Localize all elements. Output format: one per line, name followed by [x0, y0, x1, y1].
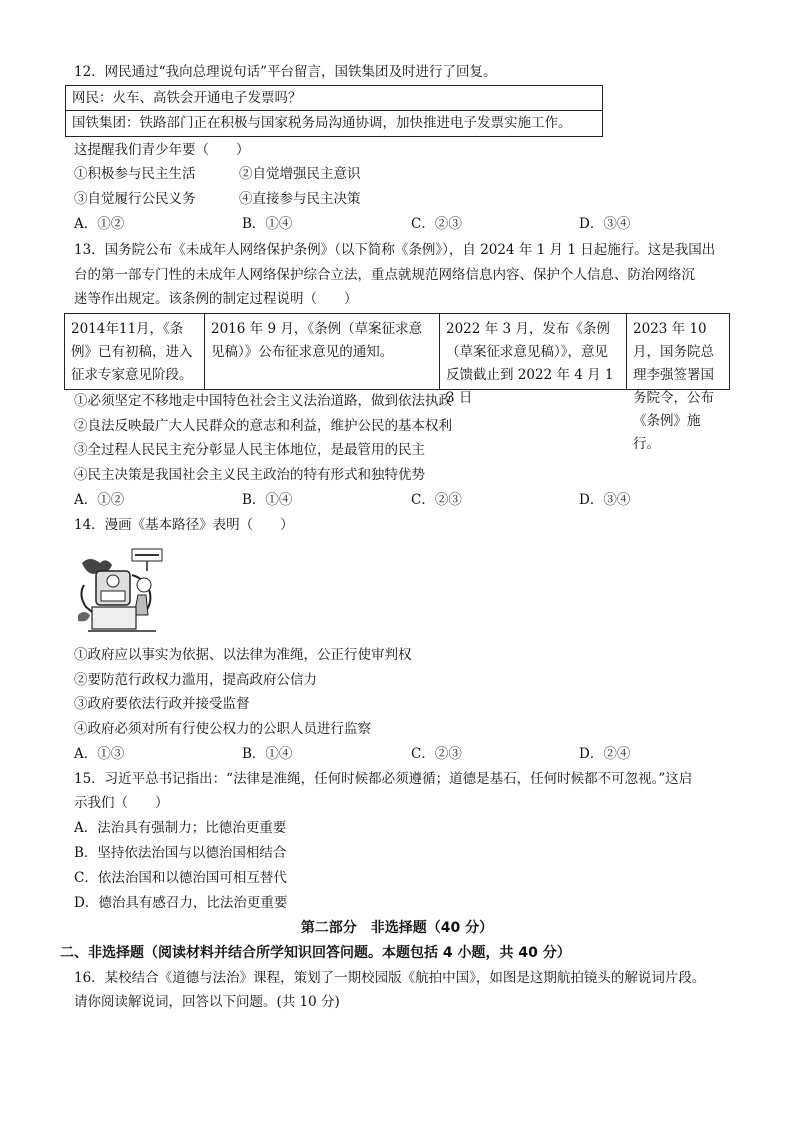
q12-prompt: 这提醒我们青少年要（ ）	[74, 142, 250, 158]
q13-item: ④民主决策是我国社会主义民主政治的特有形式和独特优势	[74, 467, 425, 483]
q12-dialog-box	[65, 85, 603, 137]
cartoon-basic-path-image	[74, 545, 164, 637]
q15-option-d: D．德治具有感召力，比法治更重要	[74, 895, 288, 911]
q14-item: ④政府必须对所有行使公权力的公职人员进行监察	[74, 721, 371, 737]
q16-stem-line-1: 16．某校结合《道德与法治》课程，策划了一期校园版《航拍中国》，如图是这期航拍镜头的解说词片段。	[74, 970, 706, 986]
section-two-heading: 二、非选择题（阅读材料并结合所学知识回答问题。本题包括 4 小题，共 40 分）	[60, 945, 571, 961]
q15-option-b: B．坚持依法治国与以德治国相结合	[74, 845, 287, 861]
q14-options	[74, 748, 714, 768]
q12-item: ②自觉增强民主意识	[239, 166, 361, 182]
q13-option-b: B．①④	[242, 492, 293, 508]
q12-railway-reply: 国铁集团：铁路部门正在积极与国家税务局沟通协调，加快推进电子发票实施工作。	[72, 115, 572, 131]
q15-option-a: A．法治具有强制力；比德治更重要	[74, 820, 287, 836]
q13-item: ①必须坚定不移地走中国特色社会主义法治道路，做到依法执政	[74, 393, 452, 409]
q13-option-d: D．③④	[579, 492, 631, 508]
q13-item: ③全过程人民民主充分彰显人民主体地位，是最管用的民主	[74, 442, 425, 458]
q15-stem-line-2: 示我们（ ）	[74, 795, 169, 811]
q13-option-a: A．①②	[74, 492, 125, 508]
q14-item: ②要防范行政权力滥用，提高政府公信力	[74, 672, 317, 688]
q14-option-d: D．②④	[579, 746, 631, 762]
q14-option-b: B．①④	[242, 746, 293, 762]
q14-item: ③政府要依法行政并接受监督	[74, 696, 250, 712]
part-two-title: 第二部分 非选择题（40 分）	[300, 920, 494, 936]
q12-netizen-message: 网民：火车、高铁会开通电子发票吗？	[66, 86, 602, 111]
timeline-cell-2022: 2022 年 3 月，发布《条例（草案征求意见稿）》，意见反馈截止到 2022 年 4 月 13 日	[440, 314, 627, 389]
q13-stem-line-2: 台的第一部专门性的未成年人网络保护综合立法，重点就规范网络信息内容、保护个人信息、防治网络沉	[74, 267, 695, 283]
q15-option-c: C．依法治国和以德治国可相互替代	[74, 870, 287, 886]
q14-stem: 14．漫画《基本路径》表明（ ）	[74, 517, 294, 533]
timeline-cell-2016: 2016 年 9 月，《条例（草案征求意见稿）》公布征求意见的通知。	[205, 314, 440, 389]
q12-item: ①积极参与民主生活	[74, 166, 196, 182]
q12-items-row-1	[74, 168, 574, 188]
q12-items-row-2	[74, 193, 574, 213]
q13-stem-line-1: 13．国务院公布《未成年人网络保护条例》（以下简称《条例》），自 2024 年 1 月 1 日起施行。这是我国出	[74, 242, 716, 258]
q13-stem-line-3: 迷等作出规定。该条例的制定过程说明（ ）	[74, 291, 358, 307]
q12-option-b: B．①④	[242, 216, 293, 232]
q12-option-d: D．③④	[579, 216, 631, 232]
q12-option-c: C．②③	[411, 216, 462, 232]
q14-option-a: A．①③	[74, 746, 125, 762]
q12-option-a: A．①②	[74, 216, 125, 232]
q16-stem-line-2: 请你阅读解说词，回答以下问题。(共 10 分)	[74, 994, 340, 1010]
timeline-cell-2023: 2023 年 10 月，国务院总理李强签署国务院令，公布《条例》施行。	[633, 321, 714, 452]
q13-item: ②良法反映最广大人民群众的意志和利益，维护公民的基本权利	[74, 418, 452, 434]
q12-item: ④直接参与民主决策	[239, 191, 361, 207]
q14-option-c: C．②③	[411, 746, 462, 762]
q12-options	[74, 218, 714, 238]
q15-stem-line-1: 15．习近平总书记指出：“法律是准绳，任何时候都必须遵循；道德是基石，任何时候都不可忽视。”这启	[74, 771, 693, 787]
q12-stem: 12．网民通过“我向总理说句话”平台留言，国铁集团及时进行了回复。	[74, 64, 497, 80]
timeline-cell-2014: 2014年11月，《条例》已有初稿，进入征求专家意见阶段。	[65, 314, 205, 389]
q13-option-c: C．②③	[411, 492, 462, 508]
q13-options	[74, 494, 714, 514]
q14-item: ①政府应以事实为依据、以法律为准绳，公正行使审判权	[74, 647, 412, 663]
q12-item: ③自觉履行公民义务	[74, 191, 196, 207]
